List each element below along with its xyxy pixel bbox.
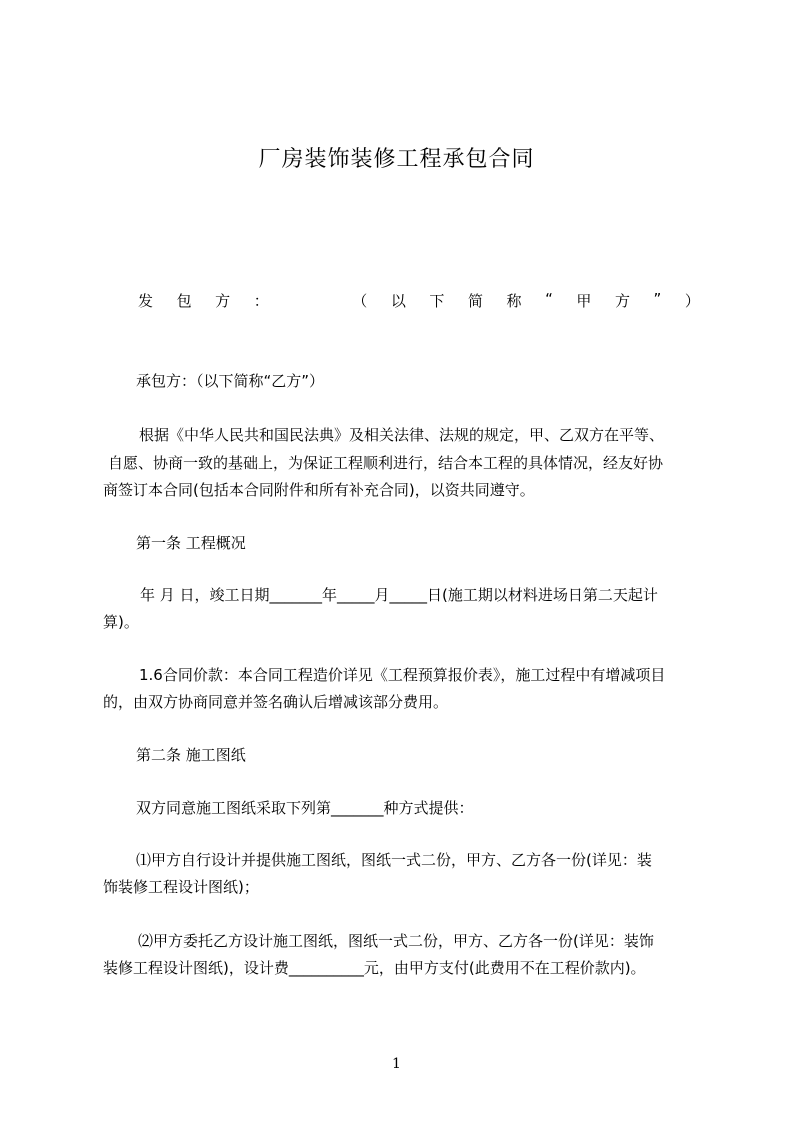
party-a-char: ） — [684, 292, 700, 310]
party-a-char: ” — [653, 290, 662, 308]
article-1-price-line: 1.6合同价款：本合同工程造价详见《工程预算报价表》，施工过程中有增减项目 — [139, 666, 666, 684]
party-a-char: 下 — [429, 292, 445, 310]
article-2-intro: 双方同意施工图纸采取下列第_______种方式提供： — [136, 799, 474, 817]
page-number: 1 — [392, 1056, 401, 1072]
article-2-option-1-line: ⑴甲方自行设计并提供施工图纸，图纸一式二份，甲方、乙方各一份(详见：装 — [136, 851, 652, 869]
article-1-heading: 第一条 工程概况 — [136, 534, 246, 552]
article-2-heading: 第二条 施工图纸 — [136, 746, 246, 764]
party-a-char: （ — [352, 292, 368, 310]
party-a-char: “ — [545, 290, 553, 308]
party-a-char: 甲 — [576, 292, 592, 310]
party-a-char: 称 — [506, 292, 522, 310]
preamble-line: 根据《中华人民共和国民法典》及相关法律、法规的规定，甲、乙双方在平等、 — [139, 426, 665, 444]
preamble-line: 自愿、协商一致的基础上，为保证工程顺利进行，结合本工程的具体情况，经友好协 — [108, 454, 664, 472]
contract-title: 厂房装饰装修工程承包合同 — [258, 147, 535, 172]
party-a-char: 方 — [614, 292, 630, 310]
party-a-char: 以 — [390, 292, 406, 310]
party-a-char: 方 — [215, 292, 231, 310]
article-2-option-2-line: 装修工程设计图纸)，设计费__________元，由甲方支付(此费用不在工程价款内)。 — [103, 959, 646, 977]
party-a-char: 包 — [176, 292, 192, 310]
article-2-option-2-line: ⑵甲方委托乙方设计施工图纸，图纸一式二份，甲方、乙方各一份(详见：装饰 — [138, 932, 654, 950]
party-a-line — [138, 290, 700, 310]
article-1-dates-line: 算)。 — [103, 613, 139, 631]
party-b-line: 承包方：（以下简称“乙方”） — [136, 372, 325, 390]
article-1-price-line: 的，由双方协商同意并签名确认后增减该部分费用。 — [103, 693, 449, 711]
preamble-line: 商签订本合同(包括本合同附件和所有补充合同)，以资共同遵守。 — [103, 481, 535, 499]
article-1-dates-line: 年 月 日，竣工日期_______年_____月_____日(施工期以材料进场日第二天起计 — [140, 586, 658, 604]
party-a-char: 发 — [138, 292, 154, 310]
article-2-option-1-line: 饰装修工程设计图纸)； — [103, 878, 259, 896]
party-a-char: 简 — [467, 292, 483, 310]
party-a-char: ： — [253, 292, 269, 310]
